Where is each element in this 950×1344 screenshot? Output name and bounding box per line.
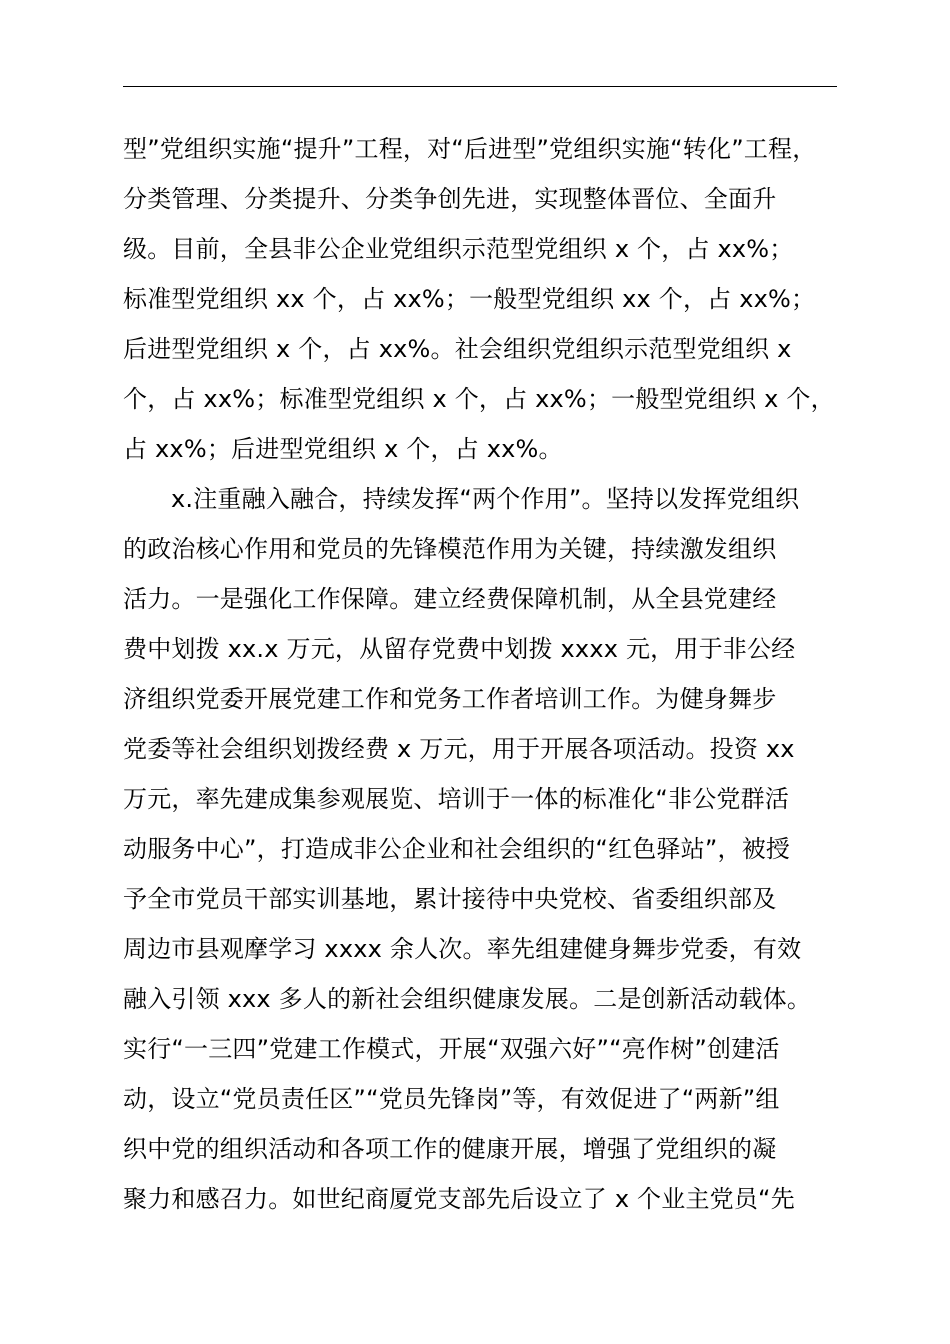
paragraph-line: 万元，率先建成集参观展览、培训于一体的标准化“非公党群活 [123,785,790,813]
paragraph-line: 聚力和感召力。如世纪商厦党支部先后设立了 x 个业主党员“先 [123,1185,795,1213]
paragraph-line: 分类管理、分类提升、分类争创先进，实现整体晋位、全面升 [123,185,777,213]
header-rule [123,86,837,87]
paragraph-line: 费中划拨 xx.x 万元，从留存党费中划拨 xxxx 元，用于非公经 [123,635,796,663]
paragraph-line: 予全市党员干部实训基地，累计接待中央党校、省委组织部及 [123,885,777,913]
paragraph-2 [123,478,863,1228]
paragraph-line: 级。目前，全县非公企业党组织示范型党组织 x 个，占 xx%； [123,235,794,263]
paragraph-first-line: x.注重融入融合，持续发挥“两个作用”。坚持以发挥党组织 [171,485,800,513]
paragraph-line: 占 xx%；后进型党组织 x 个，占 xx%。 [123,435,563,463]
paragraph-line: 实行“一三四”党建工作模式，开展“双强六好”“亮作树”创建活 [123,1035,780,1063]
paragraph-line: 济组织党委开展党建工作和党务工作者培训工作。为健身舞步 [123,685,777,713]
paragraph-line: 动服务中心”，打造成非公企业和社会组织的“红色驿站”，被授 [123,835,791,863]
paragraph-line: 融入引领 xxx 多人的新社会组织健康发展。二是创新活动载体。 [123,985,812,1013]
paragraph-line: 周边市县观摩学习 xxxx 余人次。率先组建健身舞步党委，有效 [123,935,802,963]
paragraph-line: 党委等社会组织划拨经费 x 万元，用于开展各项活动。投资 xx [123,735,795,763]
paragraph-line: 动，设立“党员责任区”“党员先锋岗”等，有效促进了“两新”组 [123,1085,780,1113]
paragraph-line: 的政治核心作用和党员的先锋模范作用为关键，持续激发组织 [123,535,777,563]
paragraph-line: 型”党组织实施“提升”工程，对“后进型”党组织实施“转化”工程， [123,135,817,163]
paragraph-line: 个，占 xx%；标准型党组织 x 个，占 xx%；一般型党组织 x 个， [123,385,835,413]
paragraph-line: 织中党的组织活动和各项工作的健康开展，增强了党组织的凝 [123,1135,777,1163]
paragraph-line: 后进型党组织 x 个，占 xx%。社会组织党组织示范型党组织 x [123,335,792,363]
paragraph-1 [123,128,863,478]
paragraph-line: 活力。一是强化工作保障。建立经费保障机制，从全县党建经 [123,585,777,613]
document-body [123,128,863,1228]
paragraph-line: 标准型党组织 xx 个，占 xx%；一般型党组织 xx 个，占 xx%； [123,285,816,313]
